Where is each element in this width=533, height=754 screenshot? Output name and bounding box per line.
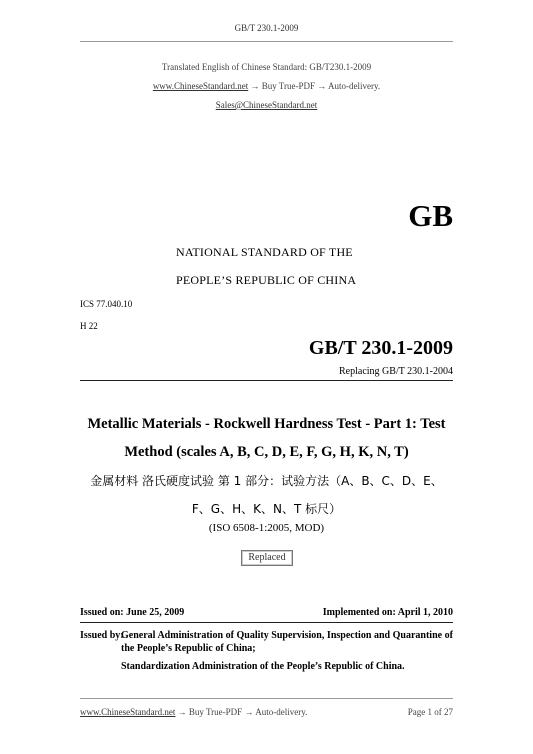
replaced-stamp: Replaced xyxy=(241,550,293,566)
issued-on: Issued on: June 25, 2009 xyxy=(80,607,185,618)
national-standard-line-2: PEOPLE’S REPUBLIC OF CHINA xyxy=(176,273,357,287)
issued-by-text: General Administration of Quality Supervision, Inspection and Quarantine of the People’s Republic of China; xyxy=(121,630,453,654)
issued-by-text-2: Standardization Administration of the People’s Republic of China. xyxy=(121,661,405,672)
site-link[interactable]: www.ChineseStandard.net xyxy=(152,81,249,91)
page-number: 1 xyxy=(427,707,432,717)
h-code: H 22 xyxy=(80,321,98,331)
implemented-on: Implemented on: April 1, 2010 xyxy=(322,607,453,618)
standard-code: GB/T 230.1-2009 xyxy=(308,337,453,359)
issued-by-label: Issued by: xyxy=(80,630,124,641)
email-link[interactable]: Sales@ChineseStandard.net xyxy=(215,100,318,110)
footer-delivery-text: Auto-delivery. xyxy=(255,707,308,717)
title-cn-line-1: 金属材料 洛氏硬度试验 第 1 部分：试验方法（A、B、C、D、E、 xyxy=(90,474,443,488)
iso-reference: (ISO 6508-1:2005, MOD) xyxy=(208,522,325,534)
page-label: Page xyxy=(407,707,426,717)
of-label: of xyxy=(434,707,442,717)
promo-line-2 xyxy=(0,81,533,91)
arrow-icon: → xyxy=(244,707,254,717)
issued-rule xyxy=(80,622,453,623)
title-en-line-2: Method (scales A, B, C, D, E, F, G, H, K, N, T) xyxy=(124,444,409,460)
arrow-icon: → xyxy=(317,81,327,91)
total-pages: 27 xyxy=(444,707,453,717)
running-header: GB/T 230.1-2009 xyxy=(234,23,299,33)
replacing-note: Replacing GB/T 230.1-2004 xyxy=(339,366,453,377)
title-en-line-1: Metallic Materials - Rockwell Hardness Test - Part 1: Test xyxy=(87,416,446,432)
issued-by-block xyxy=(80,629,453,673)
national-standard-line-1: NATIONAL STANDARD OF THE xyxy=(176,245,353,259)
buy-pdf-text: Buy True-PDF xyxy=(261,81,315,91)
code-rule xyxy=(80,380,453,381)
ics-code: ICS 77.040.10 xyxy=(80,299,133,309)
promo-line-3 xyxy=(0,100,533,110)
footer-promo xyxy=(80,707,307,717)
footer-buy-text: Buy True-PDF xyxy=(188,707,243,717)
page-indicator xyxy=(408,707,453,717)
delivery-text: Auto-delivery. xyxy=(328,81,381,91)
arrow-icon: → xyxy=(250,81,260,91)
promo-line-1: Translated English of Chinese Standard: GB/T230.1-2009 xyxy=(161,62,372,72)
footer-rule xyxy=(80,698,453,699)
header-rule xyxy=(80,41,453,42)
arrow-icon: → xyxy=(177,707,187,717)
title-cn-line-2: F、G、H、K、N、T 标尺） xyxy=(191,502,342,516)
footer-site-link[interactable]: www.ChineseStandard.net xyxy=(80,707,176,717)
gb-logo: GB xyxy=(408,198,453,233)
